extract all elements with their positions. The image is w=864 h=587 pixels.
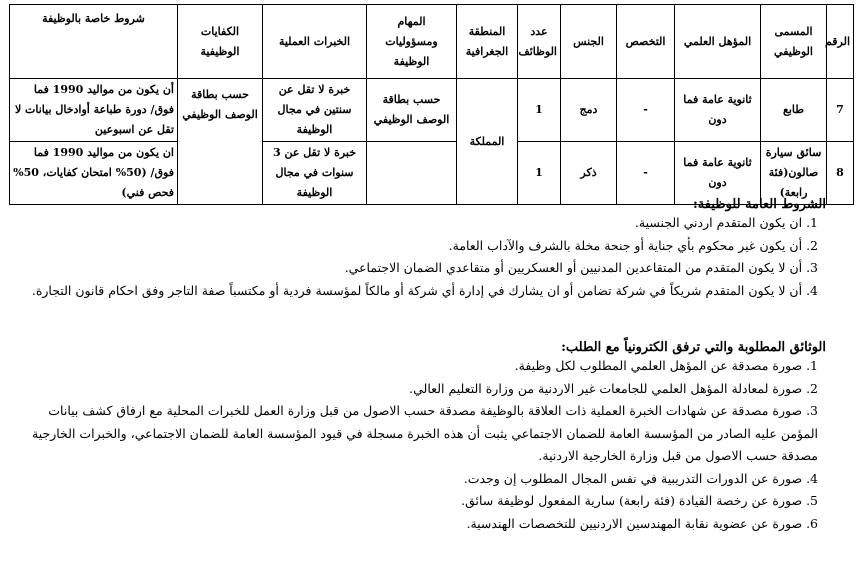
cell-specialty: - xyxy=(617,142,675,205)
list-item: 4. صورة عن الدورات التدريبية في نفس المجال المطلوب إن وجدت. xyxy=(463,470,818,486)
list-item-text: أن لا يكون المتقدم شريكاً في شركة تضامن أو ان يشارك في إدارة أي شركة أو مالكاً لمؤسسة فردية أو مكتسباً صفة التاجر وفق احكام قانون التجارة. xyxy=(31,282,803,298)
cell-conditions: ان يكون من مواليد 1990 فما فوق/ (50% امتحان كفايات، 50% فحص فني) xyxy=(10,142,178,205)
list-item-text: صورة مصدقة عن المؤهل العلمي المطلوب لكل وظيفة. xyxy=(514,358,803,373)
header-region: المنطقة الجغرافية xyxy=(457,5,518,79)
list-item: 3. أن لا يكون المتقدم من المتقاعدين المدنيين أو العسكريين أو متقاعدي الضمان الاجتماعي. xyxy=(344,260,818,275)
list-item: 2. صورة لمعادلة المؤهل العلمي للجامعات غير الاردنية من وزارة التعليم العالي. xyxy=(409,380,818,396)
cell-count: 1 xyxy=(518,79,561,142)
cell-num: 7 xyxy=(827,79,854,142)
cell-title: سائق سيارة صالون(فئة رابعة) xyxy=(761,142,827,205)
cell-conditions: أن يكون من مواليد 1990 فما فوق/ دورة طباعة أوادخال بيانات لا تقل عن اسبوعين xyxy=(10,79,178,142)
table-row xyxy=(10,79,854,142)
documents-list xyxy=(14,355,826,535)
header-num: الرقم xyxy=(827,5,854,79)
list-item-text: صورة عن عضوية نقابة المهندسين الاردنيين للتخصصات الهندسية. xyxy=(466,515,803,531)
header-gender: الجنس xyxy=(561,5,617,79)
cell-qualification: ثانوية عامة فما دون xyxy=(675,79,761,142)
list-item: 5. صورة عن رخصة القيادة (فئة رابعة) سارية المفعول لوظيفة سائق. xyxy=(461,493,818,508)
cell-experience: خبرة لا تقل عن سنتين في مجال الوظيفة xyxy=(263,79,367,142)
jobs-table xyxy=(9,4,854,205)
list-item-text: أن لا يكون المتقدم من المتقاعدين المدنيين أو العسكريين أو متقاعدي الضمان الاجتماعي. xyxy=(344,260,803,275)
list-item: 3. صورة مصدقة عن شهادات الخبرة العملية ذات العلاقة بالوظيفة مصدقة حسب الاصول من قبل وزارة العمل للخبرات المحلية مع ارفاق كشف بيانات المؤمن عليه الصادر من المؤسسة العامة للضمان الاجتماعي يثبت أن هذه الخبرة مسجلة في قيود المؤسسة العامة للضمان الاجتماعي، والخبرات الخارجية مصدقة حسب الاصول من قبل وزارة الخارجية الاردنية. xyxy=(32,403,818,463)
cell-count: 1 xyxy=(518,142,561,205)
header-specialty: التخصص xyxy=(617,5,675,79)
header-experience: الخبرات العملية xyxy=(263,5,367,79)
general-conditions-section xyxy=(14,197,826,302)
cell-experience: خبرة لا تقل عن 3 سنوات في مجال الوظيفة xyxy=(263,142,367,205)
header-competencies: الكفايات الوظيفية xyxy=(178,5,263,79)
list-item-text: أن يكون غير محكوم بأي جناية أو جنحة مخلة بالشرف والآداب العامة. xyxy=(448,237,803,253)
cell-gender: دمج xyxy=(561,79,617,142)
list-item-text: صورة لمعادلة المؤهل العلمي للجامعات غير الاردنية من وزارة التعليم العالي. xyxy=(409,380,803,396)
cell-qualification: ثانوية عامة فما دون xyxy=(675,142,761,205)
cell-duties: حسب بطاقة الوصف الوظيفي xyxy=(367,79,457,142)
table-header-row xyxy=(10,5,854,79)
cell-title: طابع xyxy=(761,79,827,142)
cell-specialty: - xyxy=(617,79,675,142)
list-item-text: صورة عن رخصة القيادة (فئة رابعة) سارية المفعول لوظيفة سائق. xyxy=(461,493,803,508)
cell-gender: ذكر xyxy=(561,142,617,205)
header-count: عدد الوظائف xyxy=(518,5,561,79)
list-item: 1. ان يكون المتقدم اردني الجنسية. xyxy=(634,215,818,230)
list-item: 4. أن لا يكون المتقدم شريكاً في شركة تضامن أو ان يشارك في إدارة أي شركة أو مالكاً لمؤسسة فردية أو مكتسباً صفة التاجر وفق احكام قانون التجارة. xyxy=(31,282,818,298)
cell-region: المملكة xyxy=(457,79,518,205)
documents-section xyxy=(14,340,826,535)
list-item: 2. أن يكون غير محكوم بأي جناية أو جنحة مخلة بالشرف والآداب العامة. xyxy=(448,237,818,253)
list-item-text: ان يكون المتقدم اردني الجنسية. xyxy=(634,215,803,230)
header-qualification: المؤهل العلمي xyxy=(675,5,761,79)
list-item: 1. صورة مصدقة عن المؤهل العلمي المطلوب لكل وظيفة. xyxy=(514,358,818,373)
general-conditions-list xyxy=(14,212,826,302)
general-conditions-heading: الشروط العامة للوظيفة: xyxy=(692,197,826,212)
header-duties: المهام ومسؤوليات الوظيفة xyxy=(367,5,457,79)
cell-duties xyxy=(367,142,457,205)
list-item: 6. صورة عن عضوية نقابة المهندسين الاردنيين للتخصصات الهندسية. xyxy=(466,515,818,531)
table-row xyxy=(10,142,854,205)
cell-num: 8 xyxy=(827,142,854,205)
header-conditions: شروط خاصة بالوظيفة xyxy=(10,5,178,79)
list-item-text: صورة عن الدورات التدريبية في نفس المجال المطلوب إن وجدت. xyxy=(463,470,803,486)
cell-competencies: حسب بطاقة الوصف الوظيفي xyxy=(178,79,263,205)
list-item-text: صورة مصدقة عن شهادات الخبرة العملية ذات العلاقة بالوظيفة مصدقة حسب الاصول من قبل وزارة العمل للخبرات المحلية مع ارفاق كشف بيانات المؤمن عليه الصادر من المؤسسة العامة للضمان الاجتماعي يثبت أن هذه الخبرة مسجلة في قيود المؤسسة العامة للضمان الاجتماعي، والخبرات الخارجية مصدقة حسب الاصول من قبل وزارة الخارجية الاردنية. xyxy=(32,403,818,463)
documents-heading: الوثائق المطلوبة والتي ترفق الكترونياً مع الطلب: xyxy=(561,340,826,355)
header-title: المسمى الوظيفي xyxy=(761,5,827,79)
